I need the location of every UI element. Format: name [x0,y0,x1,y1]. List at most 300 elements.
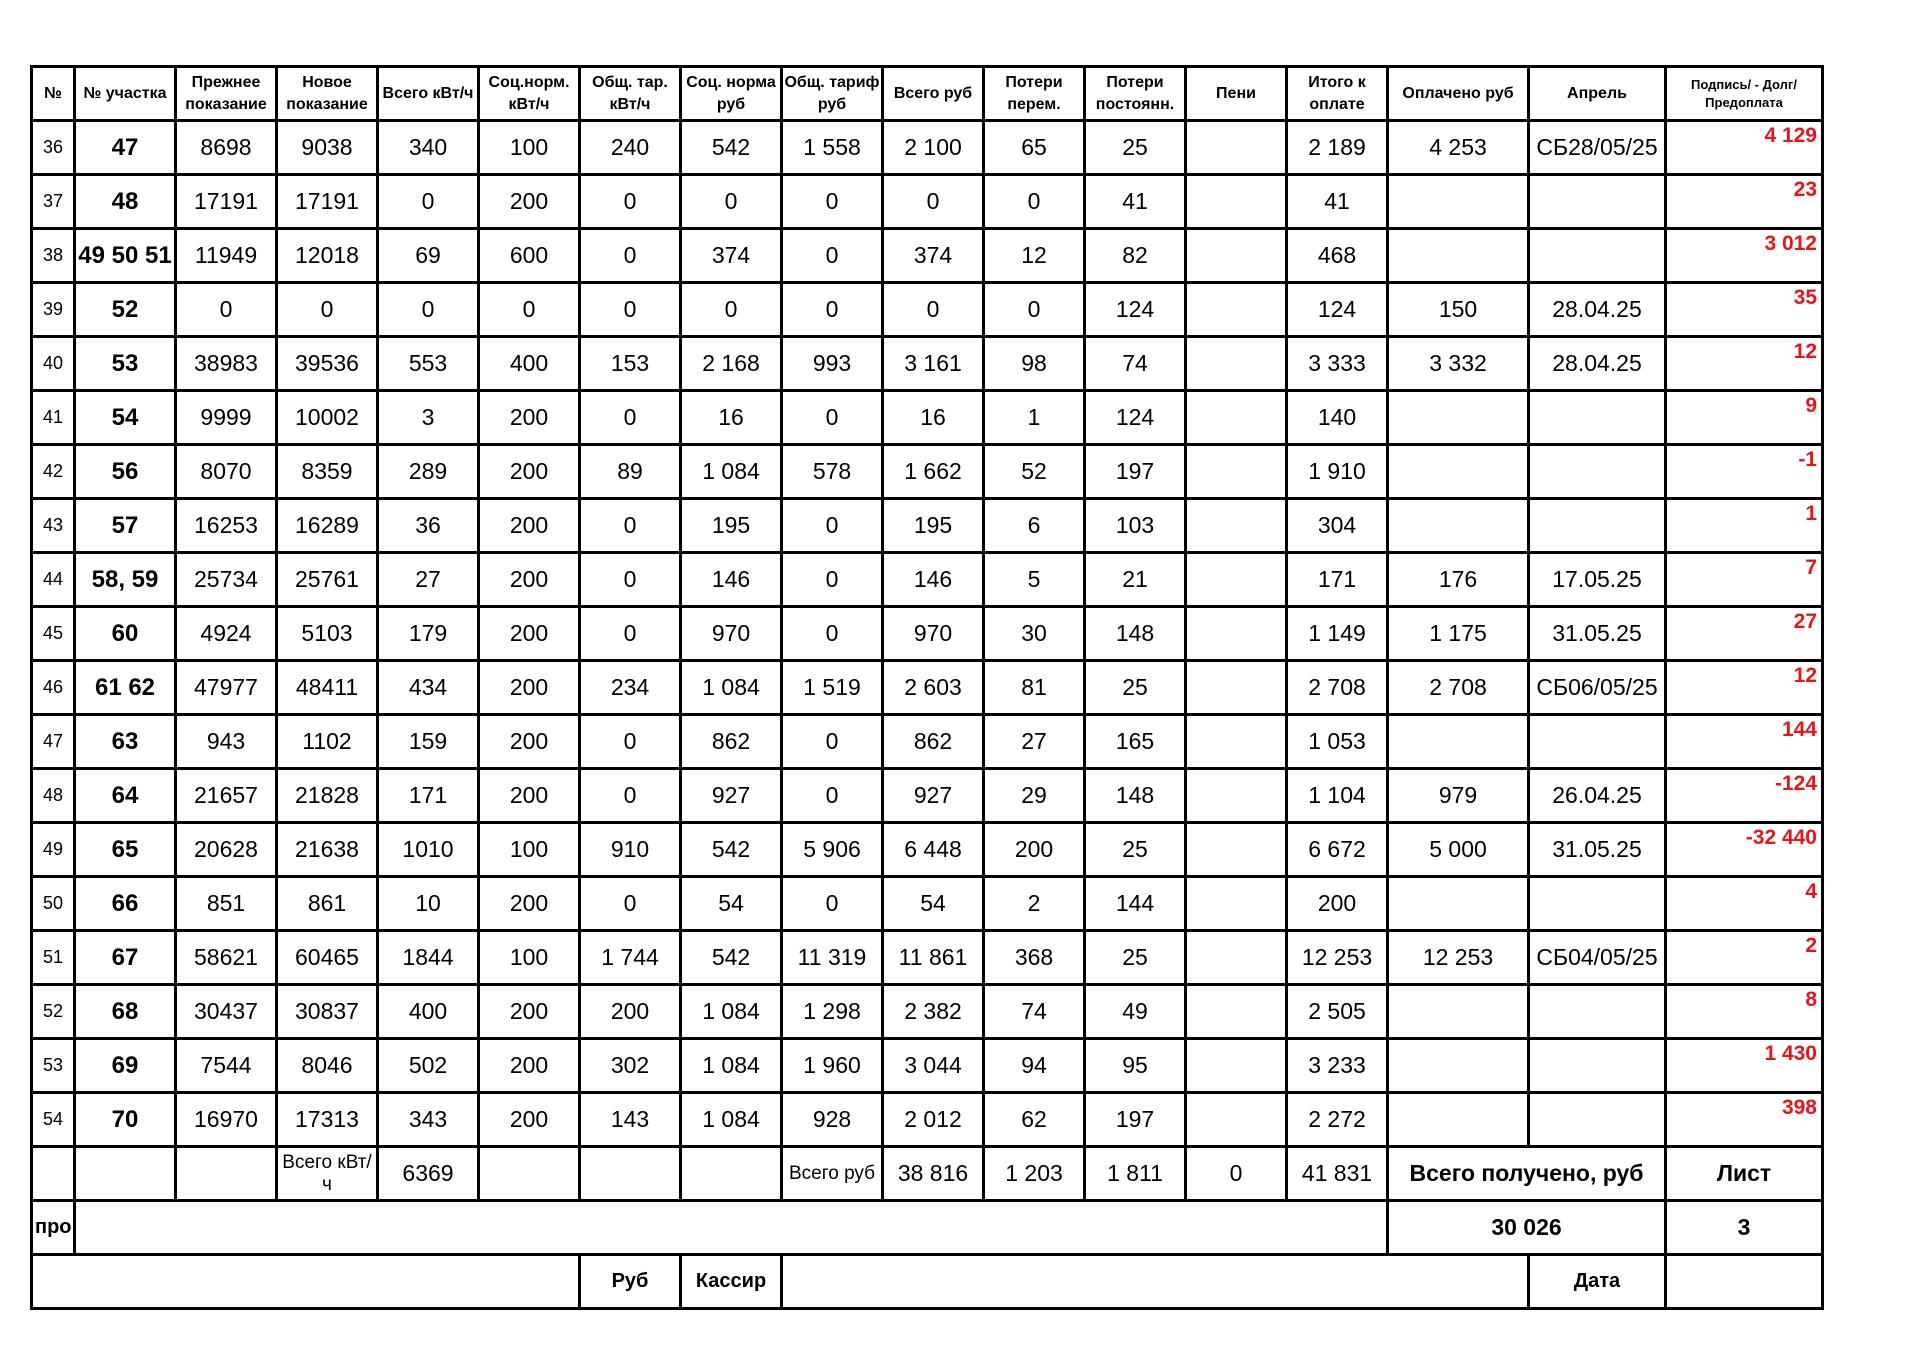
total-rub: 862 [883,715,984,769]
date-field [1666,1255,1823,1309]
header-soc-kwh: Соц.норм. кВт/ч [479,67,580,121]
soc-kwh: 200 [479,553,580,607]
row-number: 48 [32,769,75,823]
gen-rub: 578 [782,445,883,499]
amount-due: 1 104 [1287,769,1388,823]
payment-date [1529,229,1666,283]
amount-due: 1 053 [1287,715,1388,769]
loss-const: 197 [1085,1093,1186,1147]
loss-var: 29 [984,769,1085,823]
amount-due: 12 253 [1287,931,1388,985]
header-num: № [32,67,75,121]
new-reading: 1102 [277,715,378,769]
penalty [1186,1039,1287,1093]
gen-rub: 0 [782,499,883,553]
kwh-total: 27 [378,553,479,607]
amount-paid: 5 000 [1388,823,1529,877]
table-row [32,229,1823,283]
loss-var: 27 [984,715,1085,769]
header-plot: № участка [75,67,176,121]
gen-rub: 11 319 [782,931,883,985]
loss-const: 144 [1085,877,1186,931]
new-reading: 8359 [277,445,378,499]
plot-number: 58, 59 [75,553,176,607]
gen-kwh: 0 [580,229,681,283]
total-rub: 54 [883,877,984,931]
gen-rub: 5 906 [782,823,883,877]
kwh-total: 3 [378,391,479,445]
soc-kwh: 400 [479,337,580,391]
soc-rub: 146 [681,553,782,607]
gen-kwh: 0 [580,607,681,661]
loss-var: 52 [984,445,1085,499]
prev-reading: 17191 [176,175,277,229]
table-footer [32,1147,1823,1309]
table-row [32,931,1823,985]
kwh-total: 343 [378,1093,479,1147]
header-soc-rub: Соц. норма руб [681,67,782,121]
new-reading: 17313 [277,1093,378,1147]
prev-reading: 16253 [176,499,277,553]
amount-due: 2 189 [1287,121,1388,175]
amount-paid [1388,985,1529,1039]
soc-rub: 195 [681,499,782,553]
amount-due: 1 910 [1287,445,1388,499]
date-label: Дата [1529,1255,1666,1309]
amount-paid [1388,715,1529,769]
penalty [1186,1093,1287,1147]
loss-var: 30 [984,607,1085,661]
debt-balance: 7 [1666,553,1823,607]
debt-balance: 398 [1666,1093,1823,1147]
gen-rub: 1 960 [782,1039,883,1093]
soc-kwh: 200 [479,715,580,769]
plot-number: 56 [75,445,176,499]
payment-date [1529,715,1666,769]
total-rub: 0 [883,283,984,337]
totals-loss-var: 1 203 [984,1147,1085,1201]
soc-rub: 542 [681,931,782,985]
row-number: 42 [32,445,75,499]
total-rub: 1 662 [883,445,984,499]
loss-var: 2 [984,877,1085,931]
prev-reading: 16970 [176,1093,277,1147]
gen-kwh: 143 [580,1093,681,1147]
amount-due: 6 672 [1287,823,1388,877]
debt-balance: 4 [1666,877,1823,931]
soc-kwh: 200 [479,769,580,823]
new-reading: 8046 [277,1039,378,1093]
totals-kwh-label: Всего кВт/ч [277,1147,378,1201]
soc-kwh: 600 [479,229,580,283]
amount-due: 3 233 [1287,1039,1388,1093]
soc-kwh: 100 [479,931,580,985]
kwh-total: 0 [378,175,479,229]
table-row [32,337,1823,391]
prev-reading: 38983 [176,337,277,391]
table-row [32,499,1823,553]
gen-kwh: 153 [580,337,681,391]
table-row [32,877,1823,931]
gen-kwh: 1 744 [580,931,681,985]
row-number: 49 [32,823,75,877]
row-number: 36 [32,121,75,175]
payment-date [1529,985,1666,1039]
plot-number: 47 [75,121,176,175]
soc-rub: 542 [681,121,782,175]
plot-number: 61 62 [75,661,176,715]
loss-var: 98 [984,337,1085,391]
loss-const: 103 [1085,499,1186,553]
payment-date [1529,877,1666,931]
kwh-total: 69 [378,229,479,283]
soc-rub: 1 084 [681,1093,782,1147]
table-row [32,175,1823,229]
header-loss-var: Потери перем. [984,67,1085,121]
table-row [32,769,1823,823]
table-row [32,985,1823,1039]
amount-due: 2 505 [1287,985,1388,1039]
loss-var: 94 [984,1039,1085,1093]
loss-const: 148 [1085,607,1186,661]
loss-const: 197 [1085,445,1186,499]
payment-date: 17.05.25 [1529,553,1666,607]
soc-rub: 927 [681,769,782,823]
kwh-total: 434 [378,661,479,715]
amount-paid: 4 253 [1388,121,1529,175]
kwh-total: 10 [378,877,479,931]
plot-number: 65 [75,823,176,877]
soc-kwh: 200 [479,445,580,499]
soc-kwh: 200 [479,607,580,661]
penalty [1186,607,1287,661]
loss-const: 148 [1085,769,1186,823]
payment-date: 28.04.25 [1529,283,1666,337]
amount-due: 304 [1287,499,1388,553]
new-reading: 21828 [277,769,378,823]
table-row [32,283,1823,337]
payment-date: СБ04/05/25 [1529,931,1666,985]
prev-reading: 47977 [176,661,277,715]
penalty [1186,769,1287,823]
payment-date [1529,445,1666,499]
plot-number: 48 [75,175,176,229]
gen-rub: 0 [782,715,883,769]
prev-reading: 11949 [176,229,277,283]
received-value: 30 026 [1388,1201,1666,1255]
soc-rub: 16 [681,391,782,445]
table-row [32,823,1823,877]
debt-balance: 12 [1666,337,1823,391]
plot-number: 63 [75,715,176,769]
plot-number: 54 [75,391,176,445]
debt-balance: 1 430 [1666,1039,1823,1093]
prev-reading: 30437 [176,985,277,1039]
prev-reading: 7544 [176,1039,277,1093]
gen-rub: 928 [782,1093,883,1147]
soc-rub: 1 084 [681,661,782,715]
soc-kwh: 200 [479,175,580,229]
signature-row [32,1255,1823,1309]
amount-due: 1 149 [1287,607,1388,661]
amount-paid: 1 175 [1388,607,1529,661]
row-number: 52 [32,985,75,1039]
amount-paid: 150 [1388,283,1529,337]
plot-number: 60 [75,607,176,661]
totals-row [32,1147,1823,1201]
loss-var: 5 [984,553,1085,607]
amount-due: 124 [1287,283,1388,337]
received-row [32,1201,1823,1255]
header-prev: Прежнее показание [176,67,277,121]
soc-rub: 1 084 [681,445,782,499]
total-rub: 970 [883,607,984,661]
loss-const: 25 [1085,931,1186,985]
new-reading: 25761 [277,553,378,607]
penalty [1186,553,1287,607]
amount-due: 140 [1287,391,1388,445]
loss-const: 41 [1085,175,1186,229]
sheet-label: Лист [1666,1147,1823,1201]
table-row [32,1093,1823,1147]
plot-number: 57 [75,499,176,553]
gen-kwh: 0 [580,877,681,931]
cashier-signature-field [782,1255,1529,1309]
kwh-total: 179 [378,607,479,661]
soc-kwh: 200 [479,661,580,715]
soc-kwh: 200 [479,391,580,445]
new-reading: 5103 [277,607,378,661]
debt-balance: 4 129 [1666,121,1823,175]
header-paid: Оплачено руб [1388,67,1529,121]
penalty [1186,175,1287,229]
new-reading: 21638 [277,823,378,877]
payment-date: 31.05.25 [1529,607,1666,661]
soc-rub: 1 084 [681,1039,782,1093]
totals-kwh: 6369 [378,1147,479,1201]
amount-paid [1388,499,1529,553]
penalty [1186,337,1287,391]
gen-kwh: 234 [580,661,681,715]
amount-paid: 176 [1388,553,1529,607]
gen-kwh: 89 [580,445,681,499]
kwh-total: 400 [378,985,479,1039]
gen-rub: 1 519 [782,661,883,715]
totals-rub-label: Всего руб [782,1147,883,1201]
debt-balance: 9 [1666,391,1823,445]
prev-reading: 943 [176,715,277,769]
penalty [1186,445,1287,499]
header-row [32,67,1823,121]
penalty [1186,823,1287,877]
soc-kwh: 200 [479,1093,580,1147]
loss-const: 82 [1085,229,1186,283]
header-due: Итого к оплате [1287,67,1388,121]
loss-var: 74 [984,985,1085,1039]
gen-rub: 0 [782,607,883,661]
penalty [1186,391,1287,445]
penalty [1186,661,1287,715]
new-reading: 39536 [277,337,378,391]
kwh-total: 1010 [378,823,479,877]
penalty [1186,715,1287,769]
soc-rub: 374 [681,229,782,283]
table-row [32,715,1823,769]
payment-date [1529,499,1666,553]
gen-rub: 0 [782,769,883,823]
row-number: 50 [32,877,75,931]
row-number: 54 [32,1093,75,1147]
debt-balance: 3 012 [1666,229,1823,283]
new-reading: 30837 [277,985,378,1039]
amount-paid [1388,1039,1529,1093]
gen-kwh: 200 [580,985,681,1039]
row-number: 44 [32,553,75,607]
loss-const: 165 [1085,715,1186,769]
total-rub: 3 161 [883,337,984,391]
soc-kwh: 0 [479,283,580,337]
prev-reading: 8070 [176,445,277,499]
debt-balance: 35 [1666,283,1823,337]
loss-var: 12 [984,229,1085,283]
row-number: 40 [32,337,75,391]
totals-due: 41 831 [1287,1147,1388,1201]
total-rub: 2 100 [883,121,984,175]
gen-kwh: 0 [580,553,681,607]
gen-rub: 0 [782,391,883,445]
header-gen-kwh: Общ. тар. кВт/ч [580,67,681,121]
loss-var: 62 [984,1093,1085,1147]
payment-date: 31.05.25 [1529,823,1666,877]
amount-paid: 12 253 [1388,931,1529,985]
table-row [32,121,1823,175]
total-rub: 6 448 [883,823,984,877]
header-sign: Подпись/ - Долг/Предоплата [1666,67,1823,121]
new-reading: 10002 [277,391,378,445]
table-row [32,553,1823,607]
gen-kwh: 0 [580,391,681,445]
amount-paid: 2 708 [1388,661,1529,715]
loss-const: 95 [1085,1039,1186,1093]
amount-due: 3 333 [1287,337,1388,391]
row-number: 41 [32,391,75,445]
loss-const: 25 [1085,661,1186,715]
loss-var: 6 [984,499,1085,553]
debt-balance: 2 [1666,931,1823,985]
gen-rub: 0 [782,175,883,229]
new-reading: 9038 [277,121,378,175]
plot-number: 53 [75,337,176,391]
kwh-total: 171 [378,769,479,823]
amount-paid [1388,445,1529,499]
plot-number: 49 50 51 [75,229,176,283]
amount-paid: 979 [1388,769,1529,823]
gen-kwh: 240 [580,121,681,175]
new-reading: 16289 [277,499,378,553]
soc-rub: 970 [681,607,782,661]
total-rub: 0 [883,175,984,229]
kwh-total: 289 [378,445,479,499]
total-rub: 2 012 [883,1093,984,1147]
gen-kwh: 0 [580,283,681,337]
gen-kwh: 0 [580,715,681,769]
new-reading: 0 [277,283,378,337]
amount-paid [1388,229,1529,283]
debt-balance: -32 440 [1666,823,1823,877]
soc-rub: 0 [681,175,782,229]
gen-rub: 0 [782,877,883,931]
prev-reading: 58621 [176,931,277,985]
table-body [32,121,1823,1147]
plot-number: 70 [75,1093,176,1147]
total-rub: 195 [883,499,984,553]
amount-due: 468 [1287,229,1388,283]
table-row [32,391,1823,445]
loss-var: 1 [984,391,1085,445]
plot-number: 67 [75,931,176,985]
received-label: Всего получено, руб [1388,1147,1666,1201]
row-number: 51 [32,931,75,985]
soc-kwh: 200 [479,877,580,931]
gen-kwh: 0 [580,769,681,823]
gen-rub: 1 298 [782,985,883,1039]
new-reading: 12018 [277,229,378,283]
soc-kwh: 200 [479,1039,580,1093]
plot-number: 64 [75,769,176,823]
debt-balance: 144 [1666,715,1823,769]
prev-reading: 8698 [176,121,277,175]
plot-number: 68 [75,985,176,1039]
amount-due: 41 [1287,175,1388,229]
header-gen-rub: Общ. тариф руб [782,67,883,121]
header-penalty: Пени [1186,67,1287,121]
loss-const: 74 [1085,337,1186,391]
debt-balance: 8 [1666,985,1823,1039]
penalty [1186,283,1287,337]
penalty [1186,877,1287,931]
total-rub: 927 [883,769,984,823]
gen-rub: 0 [782,229,883,283]
payment-date: 28.04.25 [1529,337,1666,391]
soc-kwh: 100 [479,121,580,175]
amount-due: 200 [1287,877,1388,931]
loss-var: 200 [984,823,1085,877]
kwh-total: 553 [378,337,479,391]
gen-kwh: 0 [580,499,681,553]
payment-date [1529,1039,1666,1093]
amount-paid [1388,175,1529,229]
loss-var: 0 [984,175,1085,229]
debt-balance: 23 [1666,175,1823,229]
total-rub: 2 603 [883,661,984,715]
row-number: 47 [32,715,75,769]
prev-reading: 20628 [176,823,277,877]
new-reading: 60465 [277,931,378,985]
plot-number: 69 [75,1039,176,1093]
new-reading: 861 [277,877,378,931]
soc-kwh: 100 [479,823,580,877]
payment-date [1529,175,1666,229]
gen-kwh: 302 [580,1039,681,1093]
debt-balance: 27 [1666,607,1823,661]
payment-date [1529,1093,1666,1147]
debt-balance: -1 [1666,445,1823,499]
loss-var: 81 [984,661,1085,715]
new-reading: 48411 [277,661,378,715]
prev-reading: 4924 [176,607,277,661]
row-number: 38 [32,229,75,283]
table-row [32,445,1823,499]
